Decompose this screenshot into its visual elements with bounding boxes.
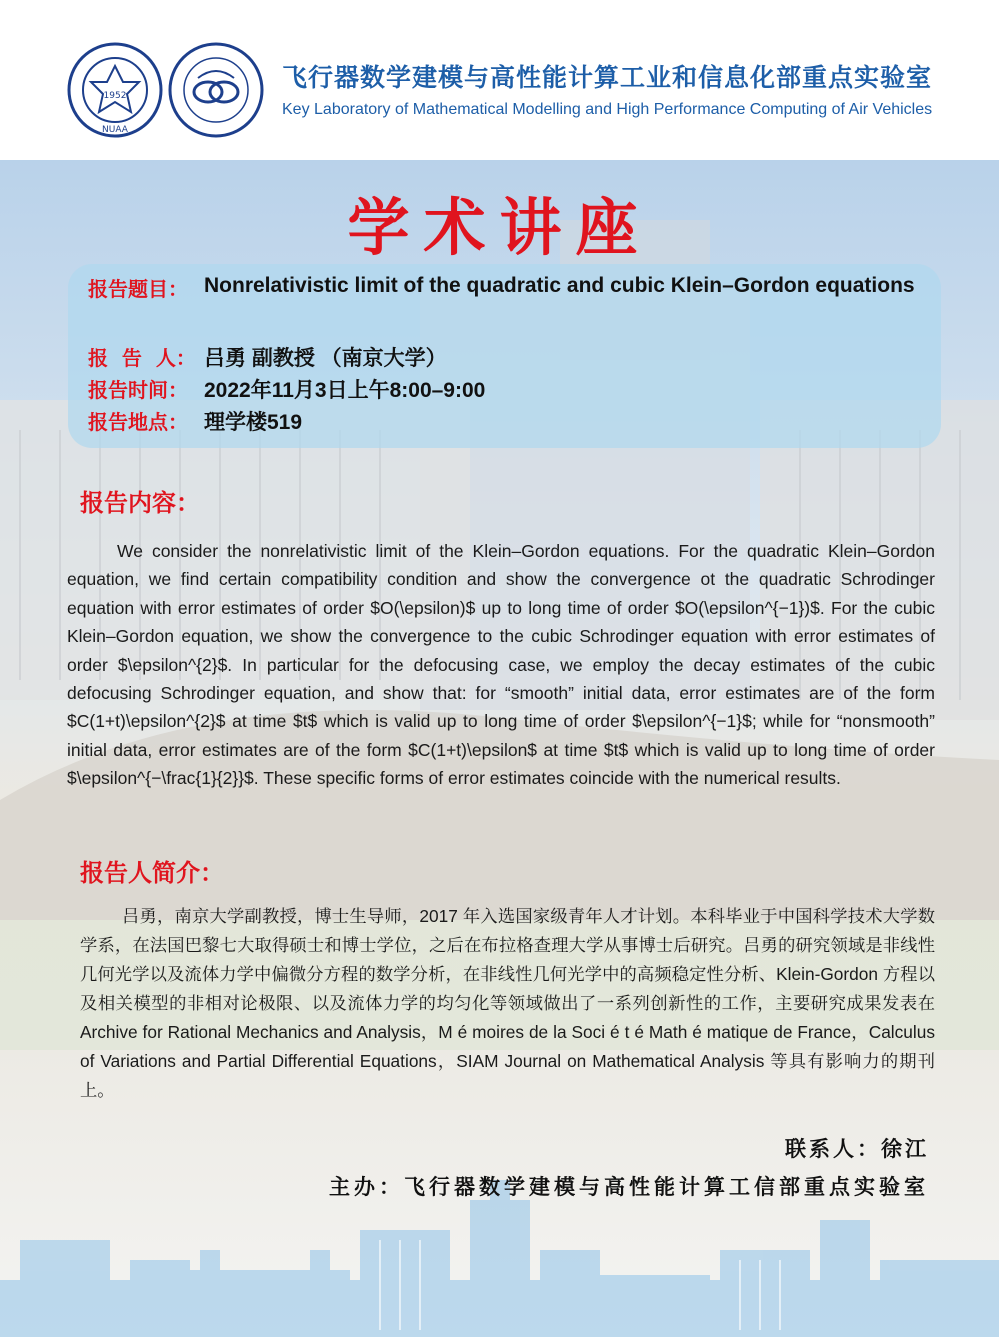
topic-label: 报告题目：: [88, 277, 188, 301]
speaker-label: 报 告 人：: [88, 346, 196, 370]
time-value: 2022年11月3日上午8:00–9:00: [204, 379, 486, 402]
lab-title-english: Key Laboratory of Mathematical Modelling and High Performance Computing of Air Vehicles: [282, 101, 933, 118]
university-seal-icon: [67, 42, 163, 138]
lab-title-chinese: 飞行器数学建模与高性能计算工业和信息化部重点实验室: [282, 63, 933, 92]
svg-text:1952: 1952: [103, 91, 127, 101]
topic-value: Nonrelativistic limit of the quadratic and cubic Klein–Gordon equations: [204, 274, 915, 297]
lecture-info-box: [68, 264, 941, 448]
svg-text:NUAA: NUAA: [102, 125, 128, 135]
bio-text: 吕勇，南京大学副教授，博士生导师，2017 年入选国家级青年人才计划。本科毕业于中国科学技术大学数学系，在法国巴黎七大取得硕士和博士学位，之后在布拉格查理大学从事博士后研究。吕勇的研究领域是非线性几何光学以及流体力学中偏微分方程的数学分析，在非线性几何光学中的高频稳定性分析、Klein-Gordon 方程以及相关模型的非相对论极限、以及流体力学的均匀化等领域做出了一系列创新性的工作，主要研究成果发表在 Archive for Rational Mechanics and Analysis，M é moires de la Soci é t é Math é matique de France，Calculus of Variations and Partial Differential Equations，SIAM Journal on Mathematical Analysis 等具有影响力的期刊上。: [80, 906, 935, 1100]
laboratory-seal-icon: [168, 42, 264, 138]
campus-skyline-illustration: [0, 1180, 999, 1337]
header: [0, 0, 999, 160]
abstract-text: We consider the nonrelativistic limit of the Klein–Gordon equations. For the quadratic Klein–Gordon equation, we find certain compatibility condition and show the convergence ot the quadratic Schrodinger equation with error estimates of order $O(\epsilon)$ up to long time of order $O(\epsilon^{−1})$. For the cubic Klein–Gordon equation, we show the convergence to the cubic Schrodinger equation with error estimates of order $\epsilon^{2}$. In particular for the defocusing case, we employ the decay estimates of the cubic defocusing Schrodinger equation, and show that: for “smooth” initial data, error estimates are of the form $C(1+t)\epsilon^{2}$ at time $t$ which is valid up to long time of order $\epsilon^{−1}$; while for “nonsmooth” initial data, error estimates are of the form $C(1+t)\epsilon$ at time $t$ which is valid up to long time of order $\epsilon^{−\frac{1}{2}}$. These specific forms of error estimates coincide with the numerical results.: [67, 541, 935, 789]
abstract-heading: 报告内容：: [80, 489, 200, 517]
page-title: 学术讲座: [347, 191, 652, 264]
time-label: 报告时间：: [88, 378, 188, 402]
host-organizer: 主办：飞行器数学建模与高性能计算工信部重点实验室: [329, 1174, 929, 1199]
bio-heading: 报告人简介：: [80, 859, 224, 887]
place-label: 报告地点：: [88, 410, 188, 434]
speaker-value: 吕勇 副教授 （南京大学）: [204, 347, 447, 370]
contact-person: 联系人：徐江: [785, 1136, 929, 1161]
place-value: 理学楼519: [204, 411, 303, 434]
